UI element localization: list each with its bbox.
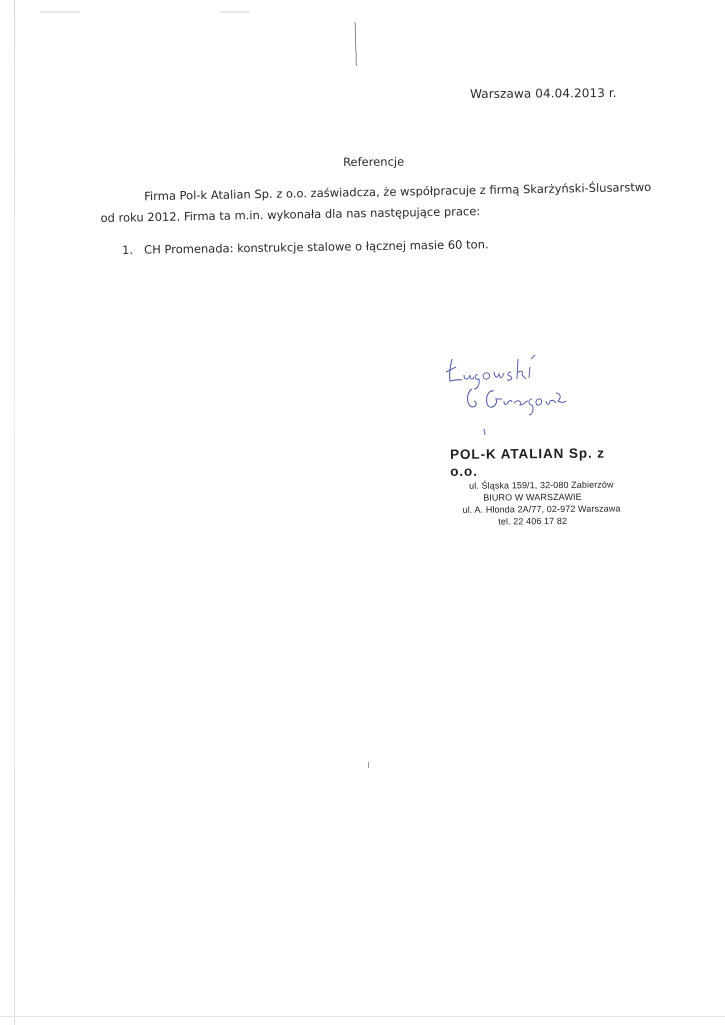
letter-title: Referencje — [343, 154, 405, 169]
stamp-office-address: ul. A. Hlonda 2A/77, 02-972 Warszawa — [462, 503, 621, 515]
scan-artifact-top — [40, 11, 250, 13]
stamp-office-label: BIURO W WARSZAWIE — [483, 491, 582, 503]
list-item — [122, 237, 489, 257]
stamp-address: ul. Śląska 159/1, 32-080 Zabierzów — [469, 479, 614, 491]
letter-date: Warszawa 04.04.2013 r. — [470, 85, 617, 101]
list-item-text: CH Promenada: konstrukcje stalowe o łącznej masie 60 ton. — [143, 237, 489, 257]
scan-edge-bottom — [0, 1016, 725, 1017]
company-stamp — [442, 444, 623, 528]
works-list — [122, 237, 489, 257]
scan-artifact-tick — [368, 762, 369, 768]
list-item-number: 1. — [122, 242, 134, 257]
stamp-company-name: POL-K ATALIAN Sp. z o.o. — [450, 445, 605, 479]
scan-artifact-mark — [352, 22, 360, 66]
stamp-phone: tel. 22 406 17 82 — [498, 515, 568, 527]
letter-body-paragraph: Firma Pol-k Atalian Sp. z o.o. zaświadcza, że współpracuje z firmą Skarżyński-Ślusarstwo od roku 2012. Firma ta m.in. wykonała dla nas następujące prace: — [100, 179, 652, 225]
handwritten-signature — [438, 345, 578, 440]
scan-edge-left — [14, 0, 15, 1025]
